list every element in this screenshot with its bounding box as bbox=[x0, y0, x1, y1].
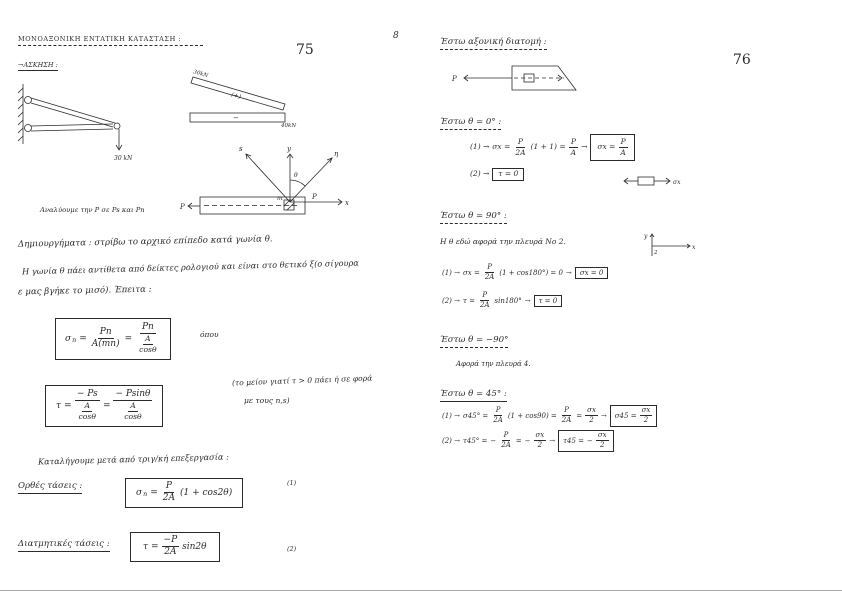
numerator: σx bbox=[534, 432, 547, 441]
case-90-note: Η θ εδώ αφορά την πλευρά Νο 2. bbox=[440, 237, 566, 246]
middle-term: sin180° bbox=[494, 296, 522, 305]
scan-bottom-edge bbox=[0, 590, 842, 591]
numerator: P bbox=[517, 137, 523, 146]
denominator: cosθ bbox=[78, 412, 96, 422]
case-minus-90-heading: Έστω θ = −90° bbox=[440, 336, 508, 348]
section-figure bbox=[452, 64, 587, 92]
numerator: σx bbox=[585, 407, 598, 416]
side-label: 2 bbox=[654, 250, 658, 256]
equals-sign: = bbox=[150, 541, 159, 552]
shear-stress-definition bbox=[45, 385, 163, 427]
fraction bbox=[75, 390, 100, 422]
implies-arrow: → bbox=[524, 296, 531, 305]
eta-axis-label: η bbox=[334, 150, 339, 158]
equals-sign: = bbox=[576, 411, 583, 420]
nested-fraction bbox=[122, 402, 143, 421]
numerator: P bbox=[494, 407, 503, 416]
nested-fraction bbox=[77, 402, 98, 421]
point-label: m bbox=[277, 195, 283, 202]
numerator: P bbox=[562, 407, 571, 416]
denominator: cosθ bbox=[139, 345, 157, 355]
wall-hatch bbox=[18, 136, 23, 141]
fraction bbox=[483, 264, 497, 282]
bottom-bar-edge bbox=[31, 129, 113, 131]
denominator: 2 bbox=[537, 441, 543, 450]
numerator: − Ps bbox=[75, 390, 100, 401]
fraction bbox=[162, 536, 180, 558]
sigma-x-label: σx bbox=[673, 179, 681, 186]
wall-hatch bbox=[18, 120, 23, 125]
resolve-note: Αναλύουμε την P σε Ps και Pn bbox=[40, 206, 145, 214]
sign-note-line-1: (το μείον γιατί τ > 0 πάει ή σε φορά bbox=[231, 373, 373, 388]
fraction bbox=[560, 407, 574, 425]
y-label: y bbox=[644, 233, 648, 240]
numerator: σx bbox=[596, 432, 609, 441]
denominator: A bbox=[620, 147, 626, 157]
numerator: σx bbox=[640, 407, 653, 416]
result-box bbox=[610, 405, 658, 427]
wall-hatch bbox=[18, 88, 23, 93]
numerator: Pn bbox=[98, 328, 114, 339]
top-bar-edge bbox=[31, 103, 113, 127]
equation-tag: (1) → bbox=[442, 268, 461, 277]
paragraph-line-2: Η γωνία θ πάει αντίθετα από δείκτες ρολογιού και είναι στο θετικό ξ(ο σίγουρα bbox=[21, 257, 359, 277]
where-word: όπου bbox=[200, 330, 219, 339]
formula-tail: (1 + cos2θ) bbox=[180, 487, 233, 498]
numerator: P bbox=[570, 137, 576, 146]
fraction bbox=[640, 407, 653, 425]
numerator: − Psinθ bbox=[113, 390, 152, 401]
axes-figure bbox=[180, 140, 352, 222]
numerator: P bbox=[164, 482, 174, 493]
paragraph-line-3: ε μας βγήκε το μισό). Έπειτα : bbox=[17, 284, 152, 298]
fraction bbox=[618, 138, 627, 157]
symbol-subscript: n bbox=[72, 336, 77, 344]
x-label: x bbox=[692, 244, 696, 251]
equation-tag: (2) → bbox=[442, 296, 461, 305]
equation-tag: (1) → bbox=[442, 411, 461, 420]
implies-arrow: → bbox=[600, 411, 607, 420]
numerator: P bbox=[480, 292, 489, 301]
case-45-heading: Έστω θ = 45° : bbox=[440, 390, 507, 402]
p-left-label: P bbox=[180, 203, 185, 211]
fraction bbox=[478, 292, 492, 310]
page-number: 76 bbox=[733, 52, 751, 68]
p-right-label: P bbox=[312, 193, 317, 201]
minus-sign: − bbox=[524, 436, 531, 445]
conclusion-line: Καταλήγουμε μετά από τριγ/κή επεξεργασία : bbox=[37, 451, 229, 467]
joint bbox=[114, 123, 120, 129]
case-90-equation-1 bbox=[442, 264, 608, 282]
normal-stress-label: Ορθές τάσεις : bbox=[18, 482, 82, 494]
tension-element-figure bbox=[622, 175, 684, 187]
minus-sign: − bbox=[490, 436, 497, 445]
fraction bbox=[161, 482, 177, 504]
numerator: P bbox=[485, 264, 494, 273]
denominator: 2 bbox=[600, 441, 605, 450]
case-45-equation-1 bbox=[442, 405, 657, 427]
denominator: 2A bbox=[479, 301, 490, 310]
sigma-n-symbol bbox=[136, 488, 147, 498]
normal-stress-formula bbox=[125, 478, 243, 508]
corner-mark: 8 bbox=[393, 31, 399, 41]
denominator: cosθ bbox=[124, 412, 142, 422]
equation-tag: (2) → bbox=[442, 436, 461, 445]
denominator bbox=[120, 401, 145, 421]
numerator: P bbox=[620, 137, 626, 146]
result-box: τ = 0 bbox=[534, 295, 563, 307]
result-box: τ = 0 bbox=[492, 168, 524, 181]
case-minus-90-note: Αφορά την πλευρά 4. bbox=[456, 360, 531, 368]
equation-tag-2: (2) bbox=[287, 545, 297, 553]
middle-term: (1 + cos90) = bbox=[507, 411, 557, 420]
implies-arrow: → bbox=[565, 268, 572, 277]
equation-tag: (2) → bbox=[470, 169, 490, 178]
symbol-base: σ bbox=[65, 333, 72, 344]
lhs: τ = bbox=[463, 296, 475, 305]
s-axis bbox=[246, 154, 290, 202]
sigma-n-symbol bbox=[65, 334, 76, 344]
fraction bbox=[113, 390, 152, 422]
wall-hatch bbox=[18, 112, 23, 117]
s-axis-label: s bbox=[239, 145, 243, 153]
fraction bbox=[534, 432, 547, 450]
case-90-heading: Έστω θ = 90° : bbox=[440, 212, 507, 224]
lhs: σx = bbox=[492, 142, 511, 152]
equals-sign: = bbox=[150, 487, 158, 498]
fraction bbox=[513, 138, 527, 157]
lhs: σ45 = bbox=[614, 411, 637, 420]
case-0-equation-2 bbox=[470, 168, 524, 181]
numerator: A bbox=[82, 402, 92, 412]
fraction bbox=[499, 432, 513, 450]
theta-arc bbox=[290, 180, 305, 186]
equals-sign: = bbox=[515, 436, 522, 445]
implies-arrow: → bbox=[549, 436, 556, 445]
lhs: τ45 = bbox=[563, 436, 585, 445]
fraction bbox=[569, 138, 578, 157]
right-heading: Έστω αξονική διατομή : bbox=[440, 38, 547, 50]
numerator: A bbox=[128, 402, 138, 412]
denominator: 2A bbox=[493, 416, 503, 425]
symbol-base: σ bbox=[136, 487, 143, 498]
fraction bbox=[491, 407, 505, 425]
denominator: 2A bbox=[561, 416, 572, 425]
denominator: 2 bbox=[589, 416, 594, 425]
side-axes-figure bbox=[642, 230, 698, 260]
fraction bbox=[585, 407, 598, 425]
denominator: 2A bbox=[162, 493, 175, 504]
member-force-figure bbox=[185, 66, 310, 128]
denominator: 2 bbox=[643, 416, 649, 425]
lhs: τ45° = bbox=[463, 436, 488, 445]
bottom-bar-edge bbox=[31, 124, 113, 126]
top-pin bbox=[25, 97, 32, 104]
case-45-equation-2 bbox=[442, 430, 614, 452]
bottom-sign: − bbox=[233, 114, 239, 122]
element bbox=[638, 177, 654, 185]
symbol-subscript: n bbox=[143, 490, 148, 498]
result-box bbox=[558, 430, 613, 452]
formula-tail: sin2θ bbox=[182, 541, 207, 552]
denominator: 2A bbox=[484, 273, 495, 282]
case-0-equation-1 bbox=[470, 134, 635, 161]
tau-symbol: τ bbox=[143, 541, 148, 552]
numerator: A bbox=[143, 335, 153, 345]
bottom-force-label: 40kN bbox=[281, 123, 297, 129]
fraction bbox=[135, 323, 160, 355]
x-axis-label: x bbox=[345, 199, 349, 207]
top-force-label: 30kN bbox=[192, 69, 209, 80]
denominator bbox=[135, 334, 160, 354]
bottom-pin bbox=[25, 125, 32, 132]
equals-sign: = bbox=[124, 333, 133, 344]
wall-hatch bbox=[18, 128, 23, 133]
sign-note-line-2: με τους n,s) bbox=[244, 396, 290, 405]
equals-sign: = bbox=[63, 400, 72, 411]
right-page bbox=[421, 0, 842, 595]
minus-sign: − bbox=[587, 436, 593, 445]
fraction bbox=[596, 432, 609, 450]
equals-sign: = bbox=[79, 333, 87, 344]
middle-term: (1 + cos180°) = 0 bbox=[499, 268, 563, 277]
fraction bbox=[90, 328, 122, 350]
load-label: P bbox=[452, 75, 457, 83]
equals-sign: = bbox=[102, 400, 111, 411]
lhs: σ45° = bbox=[463, 411, 489, 420]
normal-stress-definition bbox=[55, 318, 171, 360]
denominator: A bbox=[570, 147, 577, 157]
exercise-heading: →ΑΣΚΗΣΗ : bbox=[18, 62, 58, 71]
page-title: ΜΟΝΟΑΞΟΝΙΚΗ ΕΝΤΑΤΙΚΗ ΚΑΤΑΣΤΑΣΗ : bbox=[18, 36, 203, 46]
joint-hatch bbox=[287, 203, 294, 210]
denominator: A(mn) bbox=[91, 339, 120, 350]
top-sign: (+) bbox=[230, 91, 242, 101]
lhs: σx = bbox=[597, 142, 616, 152]
case-90-equation-2 bbox=[442, 292, 562, 310]
top-bar-edge bbox=[31, 98, 115, 123]
case-0-heading: Έστω θ = 0° : bbox=[440, 118, 501, 130]
implies-arrow: → bbox=[581, 142, 588, 152]
result-box: σx = 0 bbox=[575, 267, 609, 279]
shear-stress-label: Διατμητικές τάσεις : bbox=[18, 540, 110, 552]
numerator: −P bbox=[162, 536, 180, 547]
equation-tag: (1) → bbox=[470, 142, 490, 152]
wall-hatch bbox=[18, 96, 23, 101]
result-box bbox=[590, 134, 634, 161]
y-axis-label: y bbox=[287, 145, 291, 153]
nested-fraction bbox=[137, 335, 158, 354]
denominator: 2A bbox=[501, 441, 511, 450]
numerator: Pn bbox=[140, 323, 156, 334]
truss-figure bbox=[15, 82, 145, 164]
equation-tag-1: (1) bbox=[287, 479, 297, 487]
middle-term: (1 + 1) = bbox=[530, 142, 566, 152]
lhs: σx = bbox=[463, 268, 480, 277]
eta-axis bbox=[290, 158, 332, 202]
page-number: 75 bbox=[296, 42, 314, 58]
load-label: 30 kN bbox=[114, 155, 133, 162]
paragraph-line-1: Δημιουργήματα : στρίβω το αρχικό επίπεδο κατά γωνία θ. bbox=[17, 234, 273, 250]
denominator: 2A bbox=[164, 547, 177, 558]
denominator: 2A bbox=[515, 147, 526, 157]
tau-symbol: τ bbox=[56, 400, 61, 411]
wall-hatch bbox=[18, 104, 23, 109]
theta-label: θ bbox=[294, 172, 298, 179]
numerator: P bbox=[502, 432, 511, 441]
denominator bbox=[75, 401, 100, 421]
shear-stress-formula bbox=[130, 532, 220, 562]
